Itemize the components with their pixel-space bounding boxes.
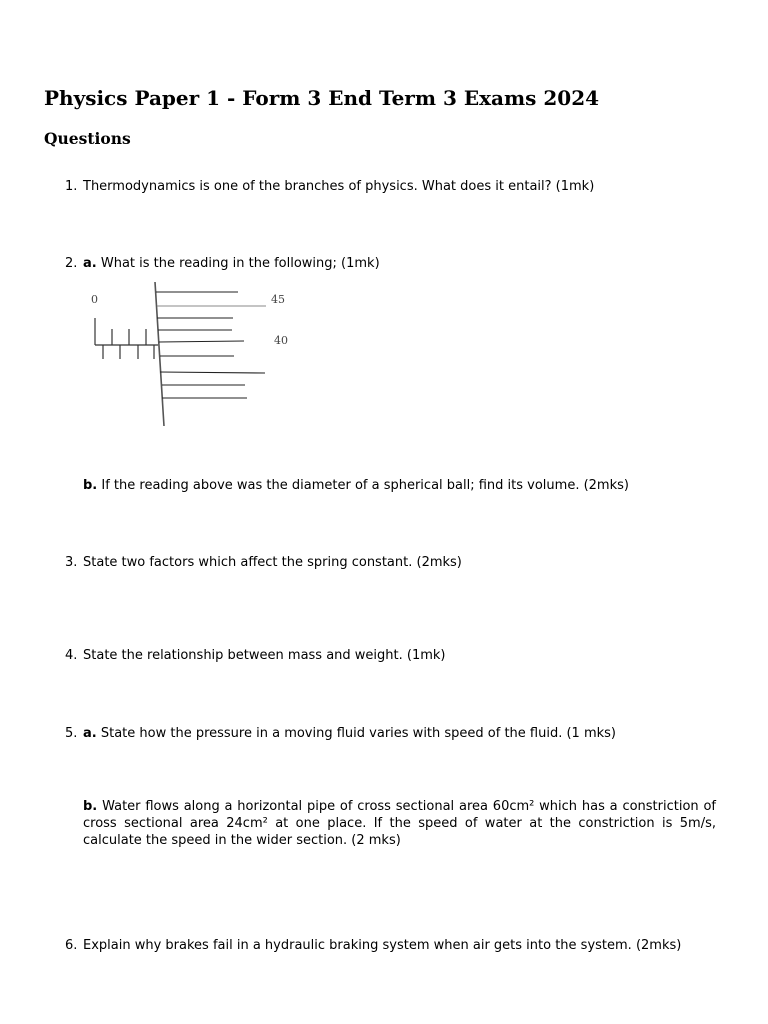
question-text: Water flows along a horizontal pipe of cross sectional area 60cm² which has a constriction of cross sectional area 24cm² at one place. If the speed of water at the constriction is 5m/s, calculate the speed in the wider section. (2 mks) xyxy=(83,799,717,848)
sleeve-scale xyxy=(95,318,158,359)
question-text-wrapper xyxy=(83,255,723,272)
part-label: a. xyxy=(83,256,97,271)
micrometer-reading-diagram xyxy=(84,280,304,430)
page-title: Physics Paper 1 - Form 3 End Term 3 Exams 2024 xyxy=(44,86,600,110)
part-label: b. xyxy=(83,799,98,814)
question-number: 3. xyxy=(65,555,78,570)
question-text: State how the pressure in a moving fluid varies with speed of the fluid. (1 mks) xyxy=(100,726,616,741)
thimble-scale xyxy=(156,292,266,398)
question-text: State two factors which affect the spring constant. (2mks) xyxy=(83,555,462,570)
question-text-wrapper xyxy=(83,725,723,742)
question-text-wrapper xyxy=(83,798,716,849)
question-text: What is the reading in the following; (1mk) xyxy=(100,256,380,271)
question-text: Thermodynamics is one of the branches of physics. What does it entail? (1mk) xyxy=(83,179,595,194)
section-heading: Questions xyxy=(44,129,131,148)
question-number: 6. xyxy=(65,938,78,953)
question-number: 2. xyxy=(65,256,78,271)
question-number: 5. xyxy=(65,726,78,741)
thimble-label-40: 40 xyxy=(274,334,288,347)
question-text: State the relationship between mass and weight. (1mk) xyxy=(83,648,446,663)
question-text: If the reading above was the diameter of a spherical ball; find its volume. (2mks) xyxy=(101,478,629,493)
question-number: 1. xyxy=(65,179,78,194)
question-text: Explain why brakes fail in a hydraulic braking system when air gets into the system. (2mks) xyxy=(83,938,682,953)
question-text-wrapper xyxy=(83,477,723,494)
part-label: b. xyxy=(83,478,98,493)
question-number: 4. xyxy=(65,648,78,663)
sleeve-label-zero: 0 xyxy=(91,293,98,306)
thimble-edge xyxy=(155,282,164,426)
thimble-label-45: 45 xyxy=(271,293,285,306)
part-label: a. xyxy=(83,726,97,741)
